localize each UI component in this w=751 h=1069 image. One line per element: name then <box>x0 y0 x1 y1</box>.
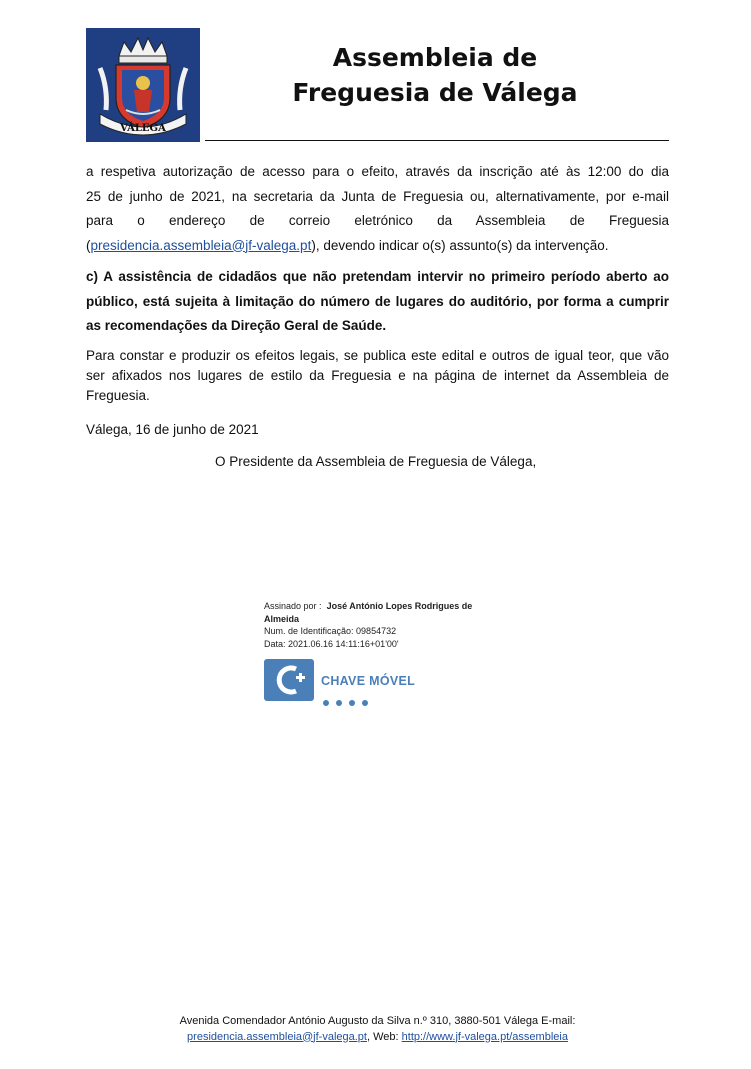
place-date: Válega, 16 de junho de 2021 <box>86 422 259 437</box>
signature-date: Data: 2021.06.16 14:11:16+01'00' <box>264 638 399 649</box>
title-line-2: Freguesia de Válega <box>292 78 578 107</box>
header-divider <box>205 140 669 141</box>
text-line-rest: ), devendo indicar o(s) assunto(s) da intervenção. <box>311 237 609 253</box>
text-line: Para constar e produzir os efeitos legais, se publica este edital e outros de igual teor, que vão <box>86 348 669 363</box>
text-line: c) A assistência de cidadãos que não pretendam intervir no primeiro período aberto ao <box>86 269 669 284</box>
signer-name-2: Almeida <box>264 613 300 624</box>
footer-web-label: , Web: <box>366 1030 402 1043</box>
paragraph-registration <box>86 160 669 258</box>
text-line <box>86 234 669 259</box>
email-link[interactable]: presidencia.assembleia@jf-valega.pt <box>90 237 312 253</box>
text-line: a respetiva autorização de acesso para o efeito, através da inscrição até às 12:00 do dia <box>86 164 669 179</box>
logo-ribbon-text: VÁLEGA <box>120 123 166 134</box>
signer-name: José António Lopes Rodrigues de <box>326 601 473 611</box>
title-line-1: Assembleia de <box>332 43 538 72</box>
paren-open: ( <box>86 237 91 253</box>
signature-id: Num. de Identificação: 09854732 <box>264 626 397 636</box>
paragraph-publication <box>86 346 669 406</box>
chave-movel-icon <box>264 659 314 701</box>
text-line: para o endereço de correio eletrónico da Assembleia de Freguesia <box>86 213 669 228</box>
footer-email-link[interactable]: presidencia.assembleia@jf-valega.pt <box>187 1030 367 1043</box>
text-line: as recomendações da Direção Geral de Saúde. <box>86 318 387 333</box>
chave-movel-label: CHAVE MÓVEL <box>321 674 416 688</box>
page-title <box>205 40 665 110</box>
footer <box>86 1014 669 1045</box>
text-line: público, está sujeita à limitação do número de lugares do auditório, por forma a cumprir <box>86 293 669 309</box>
footer-web-link[interactable]: http://www.jf-valega.pt/assembleia <box>401 1030 568 1043</box>
digital-signature <box>264 600 472 650</box>
signed-by-label: Assinado por : <box>264 601 322 611</box>
text-line: Freguesia. <box>86 388 150 403</box>
paragraph-attendance <box>86 265 669 339</box>
president-line: O Presidente da Assembleia de Freguesia de Válega, <box>215 454 537 469</box>
chave-movel-dots <box>323 693 375 711</box>
footer-address: Avenida Comendador António Augusto da Silva n.º 310, 3880-501 Válega E-mail: <box>179 1015 576 1027</box>
coat-of-arms-logo <box>86 28 200 142</box>
text-line: ser afixados nos lugares de estilo da Freguesia e na página de internet da Assembleia de <box>86 368 669 383</box>
text-line: 25 de junho de 2021, na secretaria da Junta de Freguesia ou, alternativamente, por e-mail <box>86 188 669 204</box>
